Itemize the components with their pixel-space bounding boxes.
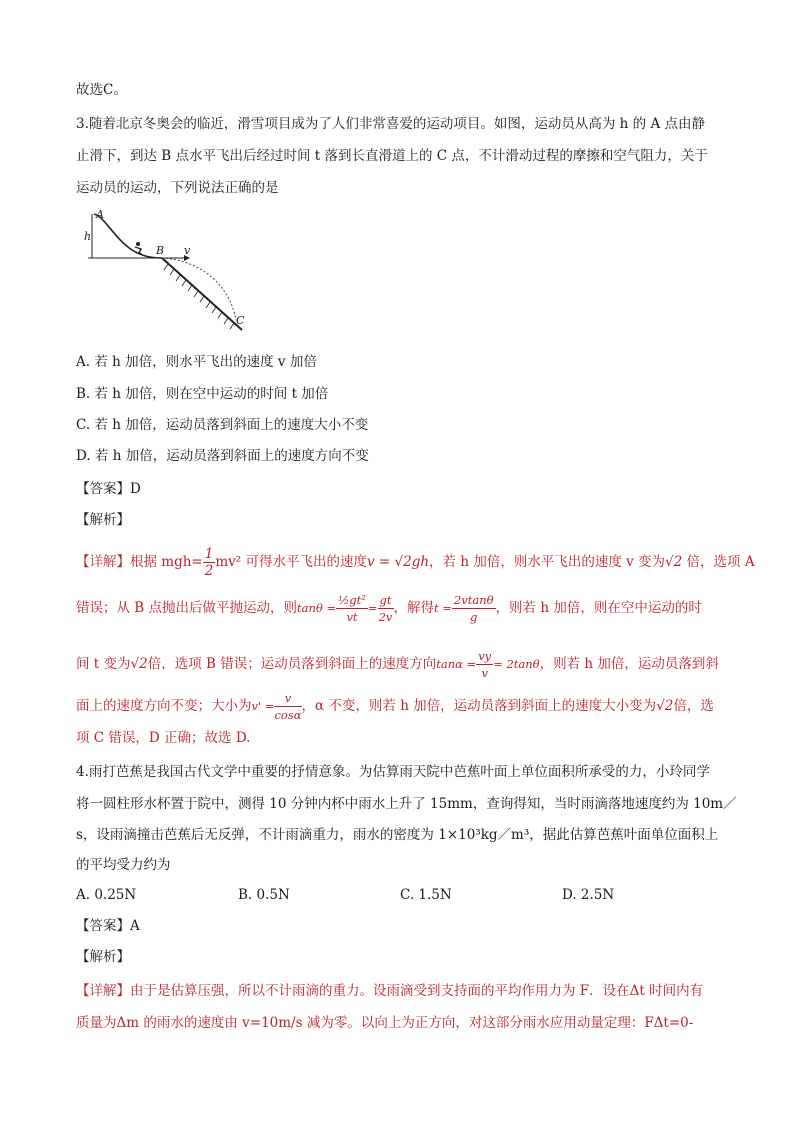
- label-C: C: [236, 314, 245, 327]
- q3-detail-line-3: 间 t 变为√2倍，选项 B 错误；运动员落到斜面上的速度方向tanα = $\frac{vy}{v}$ = 2tanθ，则若 h 加倍，运动员落到斜: [76, 649, 719, 680]
- q3-analysis-heading: 【解析】: [76, 512, 130, 528]
- detail-tag: 【详解】: [76, 554, 130, 570]
- slope-line: [162, 258, 242, 330]
- ski-slope-figure: [84, 208, 254, 338]
- q4-option-c: C. 1.5N: [400, 887, 452, 903]
- q3-text-3: 运动员的运动，下列说法正确的是: [76, 180, 279, 196]
- q4-text-4: 的平均受力约为: [76, 857, 171, 873]
- q4-option-d: D. 2.5N: [562, 887, 615, 903]
- q3-detail-line-4: 面上的速度方向不变；大小为v' = $\frac{v}{\cos\alpha}$ ，α 不变，则若 h 加倍，运动员落到斜面上的速度大小变为√2倍，选: [76, 691, 714, 722]
- q4-detail-line-2: 质量为Δm 的雨水的速度由 v=10m/s 减为零。以向上为正方向，对这部分雨水应用动量定理：FΔt=0-: [76, 1015, 694, 1031]
- tan-alpha-fraction: $\frac{vy}{v}$: [478, 649, 492, 680]
- v-prime-fraction: $\frac{v}{\cos\alpha}$: [274, 691, 302, 722]
- half-fraction: $\frac{1}{2}$: [204, 546, 214, 579]
- q4-text-1: 4.雨打芭蕉是我国古代文学中重要的抒情意象。为估算雨天院中芭蕉叶面上单位面积所承受的力，小玲同学: [76, 764, 710, 780]
- label-B: B: [156, 244, 165, 257]
- label-A: A: [96, 208, 104, 221]
- q4-detail-line-1: 【详解】由于是估算压强，所以不计雨滴的重力。设雨滴受到支持面的平均作用力为 F．设在Δt 时间内有: [76, 983, 704, 999]
- q3-detail-line-5: 项 C 错误，D 正确；故选 D.: [76, 730, 251, 746]
- q4-answer: 【答案】A: [76, 918, 140, 934]
- q3-option-b: B. 若 h 加倍，则在空中运动的时间 t 加倍: [76, 386, 329, 402]
- line-prev-answer: 故选C。: [76, 82, 127, 98]
- detail-tag: 【详解】: [76, 983, 130, 999]
- slope-hatching: [164, 264, 234, 329]
- velocity-formula: v = √2gh: [366, 554, 430, 570]
- q3-detail-line-1: 【详解】根据 mgh= $\frac{1}{2}$ mv² 可得水平飞出的速度v = √2gh，若 h 加倍，则水平飞出的速度 v 变为√2 倍，选项 A: [76, 546, 755, 579]
- q3-answer: 【答案】D: [76, 481, 141, 497]
- q3-detail-line-2: 错误；从 B 点抛出后做平抛运动，则tanθ = $\frac{\text{½gt²}}{vt}$ = $\frac{gt}{2v}$ ，解得t = $\frac{2vtan\theta}{g}$ ，则若 h 加倍，则在空中运动的时: [76, 593, 702, 624]
- q4-text-3: s，设雨滴撞击芭蕉后无反弹，不计雨滴重力，雨水的密度为 1×10³kg／m³，据此估算芭蕉叶面单位面积上: [76, 827, 719, 843]
- tan-theta-fraction: $\frac{\text{½gt²}}{vt}$: [338, 593, 366, 624]
- q4-analysis-heading: 【解析】: [76, 949, 130, 965]
- q4-text-2: 将一圆柱形水杯置于院中，测得 10 分钟内杯中雨水上升了 15mm，查询得知，当时雨滴落地速度约为 10m／: [76, 796, 737, 812]
- label-v: v: [184, 244, 191, 257]
- q3-option-c: C. 若 h 加倍，运动员落到斜面上的速度大小不变: [76, 417, 369, 433]
- label-h: h: [84, 230, 92, 243]
- q4-option-b: B. 0.5N: [238, 887, 290, 903]
- time-fraction: $\frac{2vtan\theta}{g}$: [453, 593, 494, 624]
- curved-track: [94, 214, 165, 258]
- q3-text-1: 3.随着北京冬奥会的临近，滑雪项目成为了人们非常喜爱的运动项目。如图，运动员从高为 h 的 A 点由静: [76, 116, 705, 132]
- q3-option-a: A. 若 h 加倍，则水平飞出的速度 v 加倍: [76, 354, 317, 370]
- skier-icon: [135, 242, 142, 254]
- q3-option-d: D. 若 h 加倍，运动员落到斜面上的速度方向不变: [76, 448, 369, 464]
- q4-option-a: A. 0.25N: [76, 887, 137, 903]
- q3-text-2: 止滑下，到达 B 点水平飞出后经过时间 t 落到长直滑道上的 C 点，不计滑动过程的摩擦和空气阻力，关于: [76, 148, 708, 164]
